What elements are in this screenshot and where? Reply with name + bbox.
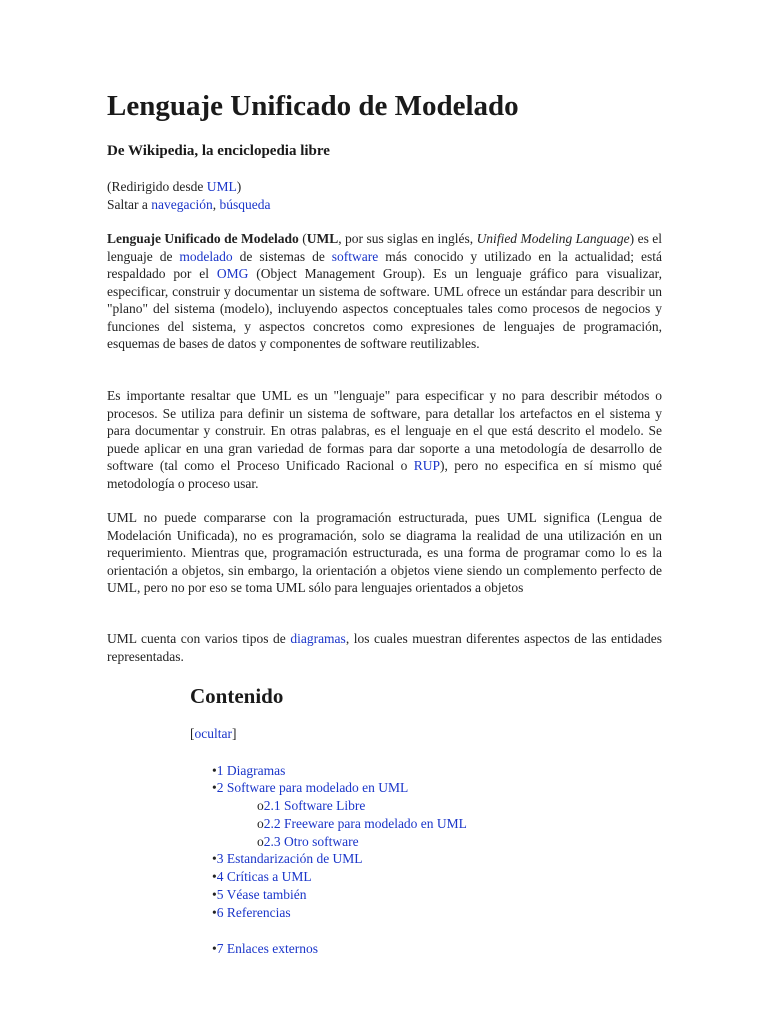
toc-sub-bullet: o [257,798,264,813]
redirect-uml-link[interactable]: UML [206,179,237,194]
toc-bullet: • [212,851,217,866]
toc-toggle [190,726,236,742]
toc-bullet: • [212,780,217,795]
page-subtitle: De Wikipedia, la enciclopedia libre [107,143,330,159]
toc-subitem[interactable] [257,833,359,851]
modelado-link[interactable]: modelado [179,248,233,264]
language-text-2: ), pero no especifica en sí mismo qué metodología o proceso usar. [107,458,662,491]
rup-link[interactable]: RUP [413,458,440,473]
toc-sub-bullet: o [257,834,264,849]
toc-link-estandarizacion[interactable]: 3 Estandarización de UML [216,851,363,866]
redirect-note [107,178,241,196]
intro-text-1: ( [298,231,307,246]
navigation-link[interactable]: navegación [151,197,213,212]
intro-paragraph [107,230,662,353]
toc-link-freeware[interactable]: 2.2 Freeware para modelado en UML [263,816,467,831]
toc-link-vease-tambien[interactable]: 5 Véase también [216,887,307,902]
toc-link-otro-software[interactable]: 2.3 Otro software [263,834,359,849]
search-link[interactable]: búsqueda [219,197,271,212]
diagram-types-paragraph [107,630,662,665]
omg-link[interactable]: OMG [216,266,249,281]
toc-sub-bullet: o [257,816,264,831]
software-link[interactable]: software [331,248,379,264]
intro-text-4: de sistemas de [232,248,332,264]
diagramas-link[interactable]: diagramas [290,631,346,646]
toc-item[interactable] [212,886,306,904]
comparison-paragraph: UML no puede compararse con la programación estructurada, pues UML significa (Lengua de Modelación Unificada), no es programación, solo se diagrama la realidad de una utilización en un requerimiento. Mientras que, programación estructurada, es una forma de programar como lo es la orientación a objetos, sin embargo, la orientación a objetos viene siendo un complemento perfecto de UML, pero no por eso se toma UML sólo para lenguajes orientados a objetos [107,510,662,595]
toc-hide-link[interactable]: ocultar [194,726,232,741]
jump-links [107,196,270,214]
jump-prefix: Saltar a [107,197,152,212]
intro-bold-title: Lenguaje Unificado de Modelado [107,231,299,246]
toc-item[interactable] [212,779,408,797]
jump-separator: , [212,197,220,212]
toc-link-diagramas[interactable]: 1 Diagramas [216,763,286,778]
toc-bullet: • [212,941,217,956]
language-text-1: Es importante resaltar que UML es un "lenguaje" para especificar y no para describir métodos o procesos. Se utiliza para definir un sistema de software, para detallar los artefactos en el sistema y para documentar y construir. En otras palabras, es el lenguaje en el que está descrito el modelo. Se puede aplicar en una gran variedad de formas para dar soporte a una metodología de desarrollo de software (tal como el Proceso Unificado Racional o [107,388,662,473]
page-title: Lenguaje Unificado de Modelado [107,90,519,122]
toc-item[interactable] [212,940,318,958]
toc-bullet: • [212,869,217,884]
toc-link-enlaces-externos[interactable]: 7 Enlaces externos [216,941,318,956]
intro-text-2: , por sus siglas en inglés, [338,231,477,246]
toc-subitem[interactable] [257,815,467,833]
toc-toggle-close-bracket: ] [231,726,237,741]
language-paragraph [107,387,662,492]
toc-subitem[interactable] [257,797,365,815]
toc-link-software-libre[interactable]: 2.1 Software Libre [263,798,366,813]
diagram-types-text-2: , los cuales muestran diferentes aspectos de las entidades representadas. [107,631,662,664]
redirect-suffix: ) [236,179,242,194]
toc-item[interactable] [212,850,363,868]
toc-bullet: • [212,887,217,902]
intro-text-6: (Object Management Group). Es un lenguaje gráfico para visualizar, especificar, construir y documentar un sistema de software. UML ofrece un estándar para describir un "plano" del sistema (modelo), incluyendo aspectos conceptuales tales como procesos de negocios y funciones del sistema, y aspectos concretos como expresiones de lenguajes de programación, esquemas de bases de datos y componentes de software reutilizables. [107,266,662,351]
toc-item[interactable] [212,904,291,922]
intro-bold-uml: UML [306,231,339,246]
toc-link-software-modelado[interactable]: 2 Software para modelado en UML [216,780,409,795]
toc-bullet: • [212,905,217,920]
intro-italic-name: Unified Modeling Language [476,231,630,246]
toc-toggle-open-bracket: [ [190,726,195,741]
toc-link-criticas[interactable]: 4 Críticas a UML [216,869,312,884]
intro-text-5: más conocido y utilizado en la actualidad; está respaldado por el [107,248,662,281]
toc-link-referencias[interactable]: 6 Referencias [216,905,291,920]
diagram-types-text-1: UML cuenta con varios tipos de [107,631,291,646]
toc-item[interactable] [212,762,285,780]
toc-bullet: • [212,763,217,778]
redirect-prefix: (Redirigido desde [107,179,207,194]
toc-title: Contenido [190,684,284,708]
intro-text-3: ) es el lenguaje de [107,231,662,264]
toc-item[interactable] [212,868,312,886]
